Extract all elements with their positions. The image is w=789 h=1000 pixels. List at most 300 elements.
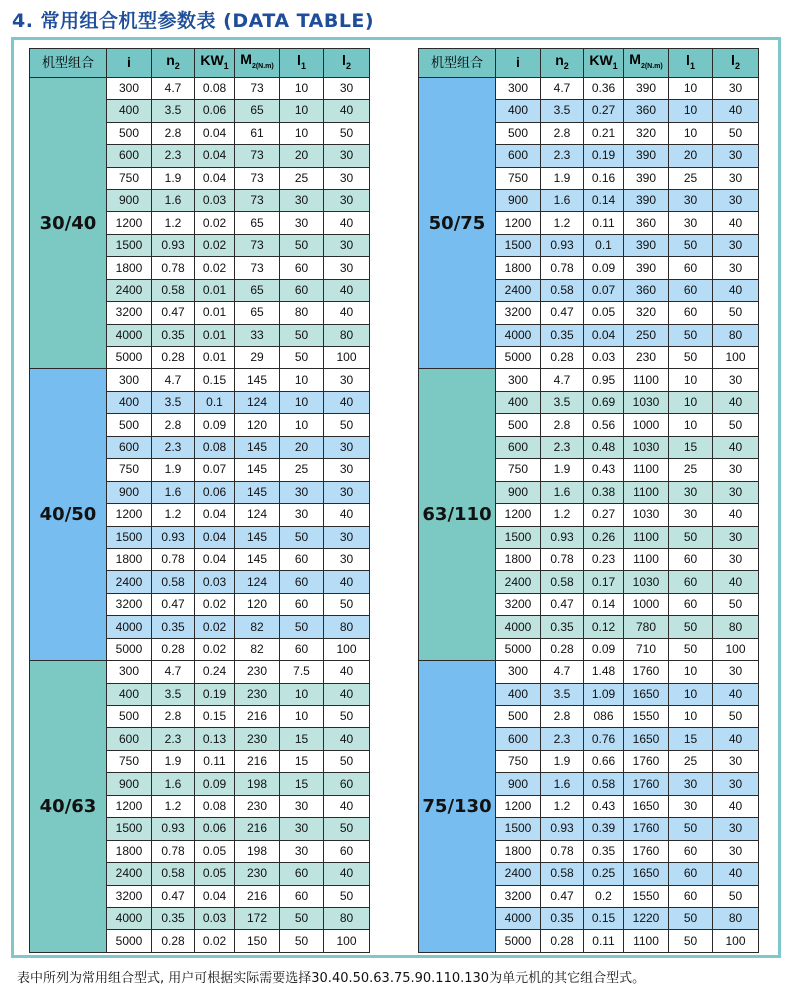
dim-l1-cell: 20 <box>669 145 713 167</box>
ratio-i-cell: 1200 <box>496 795 541 817</box>
header-kw1: $KW_1$ <box>584 49 624 78</box>
speed-n2-cell: 2.3 <box>152 436 195 458</box>
torque-m2-cell: 390 <box>624 257 669 279</box>
power-kw1-cell: 086 <box>584 706 624 728</box>
torque-m2-cell: 230 <box>235 683 280 705</box>
ratio-i-cell: 900 <box>496 189 541 211</box>
power-kw1-cell: 0.58 <box>584 773 624 795</box>
ratio-i-cell: 300 <box>107 77 152 99</box>
power-kw1-cell: 0.39 <box>584 818 624 840</box>
dim-l1-cell: 10 <box>280 100 324 122</box>
ratio-i-cell: 750 <box>107 167 152 189</box>
ratio-i-cell: 1200 <box>496 504 541 526</box>
speed-n2-cell: 0.28 <box>152 347 195 369</box>
torque-m2-cell: 82 <box>235 616 280 638</box>
ratio-i-cell: 5000 <box>107 347 152 369</box>
power-kw1-cell: 0.66 <box>584 750 624 772</box>
torque-m2-cell: 250 <box>624 324 669 346</box>
speed-n2-cell: 4.7 <box>152 369 195 391</box>
ratio-i-cell: 1200 <box>107 212 152 234</box>
power-kw1-cell: 0.17 <box>584 571 624 593</box>
dim-l2-cell: 40 <box>713 391 759 413</box>
table-row <box>419 77 759 99</box>
dim-l1-cell: 50 <box>280 347 324 369</box>
ratio-i-cell: 300 <box>107 661 152 683</box>
dim-l2-cell: 40 <box>324 863 370 885</box>
power-kw1-cell: 0.19 <box>584 145 624 167</box>
speed-n2-cell: 0.93 <box>541 818 584 840</box>
ratio-i-cell: 1800 <box>496 257 541 279</box>
dim-l2-cell: 40 <box>713 571 759 593</box>
ratio-i-cell: 600 <box>107 728 152 750</box>
power-kw1-cell: 0.27 <box>584 504 624 526</box>
power-kw1-cell: 0.48 <box>584 436 624 458</box>
ratio-i-cell: 300 <box>496 77 541 99</box>
power-kw1-cell: 0.11 <box>195 750 235 772</box>
speed-n2-cell: 0.47 <box>152 302 195 324</box>
dim-l1-cell: 30 <box>669 773 713 795</box>
ratio-i-cell: 600 <box>107 436 152 458</box>
dim-l2-cell: 100 <box>324 930 370 952</box>
dim-l2-cell: 50 <box>713 414 759 436</box>
speed-n2-cell: 1.2 <box>541 212 584 234</box>
torque-m2-cell: 1030 <box>624 571 669 593</box>
dim-l1-cell: 10 <box>669 661 713 683</box>
power-kw1-cell: 0.11 <box>584 930 624 952</box>
speed-n2-cell: 4.7 <box>541 77 584 99</box>
dim-l1-cell: 15 <box>280 773 324 795</box>
dim-l1-cell: 15 <box>669 728 713 750</box>
power-kw1-cell: 0.27 <box>584 100 624 122</box>
dim-l1-cell: 20 <box>280 145 324 167</box>
speed-n2-cell: 0.47 <box>541 302 584 324</box>
dim-l1-cell: 50 <box>669 324 713 346</box>
dim-l1-cell: 30 <box>669 189 713 211</box>
speed-n2-cell: 1.2 <box>152 795 195 817</box>
ratio-i-cell: 750 <box>496 167 541 189</box>
ratio-i-cell: 500 <box>107 706 152 728</box>
power-kw1-cell: 0.01 <box>195 279 235 301</box>
ratio-i-cell: 1500 <box>107 234 152 256</box>
torque-m2-cell: 360 <box>624 279 669 301</box>
ratio-i-cell: 5000 <box>107 930 152 952</box>
torque-m2-cell: 390 <box>624 167 669 189</box>
power-kw1-cell: 0.2 <box>584 885 624 907</box>
power-kw1-cell: 0.09 <box>195 414 235 436</box>
speed-n2-cell: 1.2 <box>152 504 195 526</box>
dim-l1-cell: 10 <box>280 391 324 413</box>
dim-l2-cell: 40 <box>324 728 370 750</box>
ratio-i-cell: 600 <box>107 145 152 167</box>
ratio-i-cell: 2400 <box>107 279 152 301</box>
dim-l2-cell: 100 <box>713 930 759 952</box>
ratio-i-cell: 4000 <box>107 324 152 346</box>
torque-m2-cell: 780 <box>624 616 669 638</box>
speed-n2-cell: 1.9 <box>541 459 584 481</box>
power-kw1-cell: 0.04 <box>195 548 235 570</box>
model-combo-cell: 30/40 <box>30 77 107 369</box>
speed-n2-cell: 0.35 <box>152 324 195 346</box>
speed-n2-cell: 0.93 <box>152 818 195 840</box>
ratio-i-cell: 2400 <box>107 571 152 593</box>
header-n2: $n_2$ <box>541 49 584 78</box>
dim-l2-cell: 30 <box>713 548 759 570</box>
dim-l2-cell: 100 <box>324 347 370 369</box>
power-kw1-cell: 0.04 <box>195 885 235 907</box>
speed-n2-cell: 1.6 <box>541 189 584 211</box>
dim-l1-cell: 10 <box>280 414 324 436</box>
dim-l1-cell: 30 <box>669 481 713 503</box>
speed-n2-cell: 0.35 <box>152 616 195 638</box>
dim-l2-cell: 30 <box>324 436 370 458</box>
dim-l2-cell: 80 <box>324 907 370 929</box>
speed-n2-cell: 0.28 <box>541 347 584 369</box>
torque-m2-cell: 230 <box>624 347 669 369</box>
torque-m2-cell: 73 <box>235 234 280 256</box>
speed-n2-cell: 0.58 <box>152 279 195 301</box>
power-kw1-cell: 0.02 <box>195 930 235 952</box>
ratio-i-cell: 5000 <box>496 347 541 369</box>
speed-n2-cell: 3.5 <box>541 391 584 413</box>
speed-n2-cell: 2.3 <box>541 145 584 167</box>
torque-m2-cell: 65 <box>235 100 280 122</box>
power-kw1-cell: 0.1 <box>195 391 235 413</box>
power-kw1-cell: 0.02 <box>195 593 235 615</box>
dim-l1-cell: 50 <box>669 907 713 929</box>
dim-l1-cell: 10 <box>669 706 713 728</box>
dim-l2-cell: 30 <box>713 369 759 391</box>
dim-l1-cell: 60 <box>669 257 713 279</box>
speed-n2-cell: 3.5 <box>541 100 584 122</box>
dim-l1-cell: 50 <box>669 234 713 256</box>
dim-l2-cell: 30 <box>713 189 759 211</box>
speed-n2-cell: 0.35 <box>152 907 195 929</box>
dim-l2-cell: 30 <box>324 189 370 211</box>
speed-n2-cell: 2.3 <box>541 728 584 750</box>
dim-l1-cell: 60 <box>669 548 713 570</box>
header-kw1: $KW_1$ <box>195 49 235 78</box>
torque-m2-cell: 1760 <box>624 840 669 862</box>
ratio-i-cell: 3200 <box>107 302 152 324</box>
dim-l2-cell: 50 <box>713 706 759 728</box>
ratio-i-cell: 1800 <box>496 840 541 862</box>
torque-m2-cell: 320 <box>624 302 669 324</box>
dim-l2-cell: 30 <box>713 257 759 279</box>
dim-l1-cell: 30 <box>669 795 713 817</box>
power-kw1-cell: 0.26 <box>584 526 624 548</box>
speed-n2-cell: 2.3 <box>541 436 584 458</box>
speed-n2-cell: 0.78 <box>152 548 195 570</box>
torque-m2-cell: 216 <box>235 706 280 728</box>
dim-l2-cell: 30 <box>713 167 759 189</box>
dim-l2-cell: 50 <box>713 593 759 615</box>
speed-n2-cell: 1.6 <box>541 773 584 795</box>
power-kw1-cell: 0.14 <box>584 189 624 211</box>
power-kw1-cell: 0.04 <box>195 145 235 167</box>
speed-n2-cell: 0.28 <box>541 638 584 660</box>
torque-m2-cell: 1100 <box>624 459 669 481</box>
dim-l2-cell: 30 <box>324 526 370 548</box>
ratio-i-cell: 400 <box>107 391 152 413</box>
dim-l1-cell: 25 <box>280 459 324 481</box>
dim-l1-cell: 10 <box>669 683 713 705</box>
torque-m2-cell: 145 <box>235 548 280 570</box>
speed-n2-cell: 1.9 <box>152 459 195 481</box>
dim-l1-cell: 60 <box>280 257 324 279</box>
power-kw1-cell: 0.01 <box>195 302 235 324</box>
torque-m2-cell: 145 <box>235 459 280 481</box>
power-kw1-cell: 0.43 <box>584 795 624 817</box>
torque-m2-cell: 1650 <box>624 683 669 705</box>
speed-n2-cell: 3.5 <box>541 683 584 705</box>
model-combo-cell: 40/63 <box>30 661 107 953</box>
ratio-i-cell: 4000 <box>496 616 541 638</box>
torque-m2-cell: 198 <box>235 840 280 862</box>
speed-n2-cell: 0.47 <box>541 593 584 615</box>
dim-l2-cell: 50 <box>324 750 370 772</box>
header-m2: $M_{2(N.m)}$ <box>624 49 669 78</box>
dim-l1-cell: 50 <box>280 526 324 548</box>
dim-l1-cell: 60 <box>280 863 324 885</box>
speed-n2-cell: 1.6 <box>152 481 195 503</box>
torque-m2-cell: 1550 <box>624 706 669 728</box>
ratio-i-cell: 1200 <box>107 504 152 526</box>
footer-note: 表中所列为常用组合型式, 用户可根据实际需要选择30.40.50.63.75.90.110.130为单元机的其它组合型式。 <box>17 971 646 986</box>
ratio-i-cell: 5000 <box>496 638 541 660</box>
ratio-i-cell: 750 <box>496 750 541 772</box>
dim-l1-cell: 60 <box>280 593 324 615</box>
data-table-right <box>418 48 759 953</box>
dim-l2-cell: 40 <box>713 863 759 885</box>
dim-l1-cell: 60 <box>669 571 713 593</box>
dim-l2-cell: 40 <box>713 504 759 526</box>
dim-l1-cell: 30 <box>280 189 324 211</box>
dim-l2-cell: 30 <box>713 481 759 503</box>
model-combo-cell: 40/50 <box>30 369 107 661</box>
speed-n2-cell: 0.93 <box>152 526 195 548</box>
dim-l1-cell: 60 <box>280 548 324 570</box>
dim-l2-cell: 50 <box>324 818 370 840</box>
torque-m2-cell: 1100 <box>624 526 669 548</box>
dim-l2-cell: 30 <box>324 145 370 167</box>
ratio-i-cell: 600 <box>496 145 541 167</box>
power-kw1-cell: 0.03 <box>584 347 624 369</box>
header-combo: 机型组合 <box>30 49 107 78</box>
torque-m2-cell: 360 <box>624 212 669 234</box>
ratio-i-cell: 500 <box>496 414 541 436</box>
dim-l2-cell: 80 <box>713 907 759 929</box>
dim-l2-cell: 40 <box>324 683 370 705</box>
torque-m2-cell: 1650 <box>624 728 669 750</box>
dim-l2-cell: 50 <box>713 302 759 324</box>
dim-l2-cell: 30 <box>324 167 370 189</box>
dim-l1-cell: 50 <box>669 526 713 548</box>
ratio-i-cell: 3200 <box>107 885 152 907</box>
power-kw1-cell: 0.06 <box>195 481 235 503</box>
power-kw1-cell: 0.04 <box>195 167 235 189</box>
torque-m2-cell: 230 <box>235 661 280 683</box>
torque-m2-cell: 390 <box>624 234 669 256</box>
power-kw1-cell: 0.36 <box>584 77 624 99</box>
ratio-i-cell: 600 <box>496 436 541 458</box>
dim-l1-cell: 10 <box>669 100 713 122</box>
power-kw1-cell: 1.48 <box>584 661 624 683</box>
power-kw1-cell: 0.03 <box>195 189 235 211</box>
torque-m2-cell: 1220 <box>624 907 669 929</box>
dim-l2-cell: 60 <box>324 840 370 862</box>
power-kw1-cell: 0.05 <box>584 302 624 324</box>
ratio-i-cell: 2400 <box>496 279 541 301</box>
dim-l2-cell: 30 <box>324 548 370 570</box>
ratio-i-cell: 900 <box>107 773 152 795</box>
torque-m2-cell: 150 <box>235 930 280 952</box>
torque-m2-cell: 710 <box>624 638 669 660</box>
dim-l2-cell: 30 <box>713 77 759 99</box>
dim-l2-cell: 40 <box>713 683 759 705</box>
torque-m2-cell: 73 <box>235 167 280 189</box>
power-kw1-cell: 0.21 <box>584 122 624 144</box>
dim-l1-cell: 30 <box>280 795 324 817</box>
dim-l1-cell: 15 <box>669 436 713 458</box>
dim-l2-cell: 40 <box>324 279 370 301</box>
dim-l1-cell: 60 <box>669 302 713 324</box>
power-kw1-cell: 0.04 <box>195 122 235 144</box>
dim-l1-cell: 10 <box>280 77 324 99</box>
dim-l1-cell: 80 <box>280 302 324 324</box>
speed-n2-cell: 3.5 <box>152 100 195 122</box>
torque-m2-cell: 1100 <box>624 481 669 503</box>
ratio-i-cell: 1500 <box>496 526 541 548</box>
dim-l1-cell: 10 <box>280 706 324 728</box>
dim-l2-cell: 100 <box>324 638 370 660</box>
torque-m2-cell: 33 <box>235 324 280 346</box>
dim-l1-cell: 15 <box>280 750 324 772</box>
power-kw1-cell: 0.08 <box>195 436 235 458</box>
speed-n2-cell: 2.8 <box>152 122 195 144</box>
ratio-i-cell: 900 <box>107 189 152 211</box>
ratio-i-cell: 1800 <box>496 548 541 570</box>
dim-l2-cell: 50 <box>324 122 370 144</box>
ratio-i-cell: 300 <box>496 661 541 683</box>
torque-m2-cell: 1000 <box>624 414 669 436</box>
dim-l1-cell: 30 <box>280 818 324 840</box>
ratio-i-cell: 500 <box>107 414 152 436</box>
power-kw1-cell: 0.23 <box>584 548 624 570</box>
table-header-row <box>419 49 759 78</box>
torque-m2-cell: 145 <box>235 481 280 503</box>
ratio-i-cell: 400 <box>107 683 152 705</box>
speed-n2-cell: 1.9 <box>541 750 584 772</box>
power-kw1-cell: 0.14 <box>584 593 624 615</box>
speed-n2-cell: 0.35 <box>541 907 584 929</box>
torque-m2-cell: 172 <box>235 907 280 929</box>
dim-l1-cell: 50 <box>280 234 324 256</box>
torque-m2-cell: 65 <box>235 279 280 301</box>
ratio-i-cell: 500 <box>496 122 541 144</box>
speed-n2-cell: 0.78 <box>541 257 584 279</box>
header-l2: $l_2$ <box>324 49 370 78</box>
dim-l1-cell: 50 <box>280 930 324 952</box>
dim-l2-cell: 30 <box>324 234 370 256</box>
dim-l1-cell: 30 <box>280 840 324 862</box>
dim-l1-cell: 30 <box>280 481 324 503</box>
torque-m2-cell: 124 <box>235 571 280 593</box>
speed-n2-cell: 0.58 <box>152 863 195 885</box>
dim-l1-cell: 50 <box>669 638 713 660</box>
power-kw1-cell: 0.25 <box>584 863 624 885</box>
speed-n2-cell: 3.5 <box>152 683 195 705</box>
dim-l2-cell: 50 <box>324 706 370 728</box>
dim-l1-cell: 60 <box>669 593 713 615</box>
header-m2: $M_{2(N.m)}$ <box>235 49 280 78</box>
power-kw1-cell: 0.13 <box>195 728 235 750</box>
power-kw1-cell: 0.15 <box>195 369 235 391</box>
speed-n2-cell: 2.8 <box>541 706 584 728</box>
dim-l1-cell: 60 <box>669 279 713 301</box>
power-kw1-cell: 0.24 <box>195 661 235 683</box>
torque-m2-cell: 120 <box>235 593 280 615</box>
dim-l1-cell: 60 <box>280 279 324 301</box>
dim-l2-cell: 40 <box>324 504 370 526</box>
dim-l1-cell: 60 <box>669 840 713 862</box>
dim-l2-cell: 30 <box>324 257 370 279</box>
torque-m2-cell: 1650 <box>624 795 669 817</box>
speed-n2-cell: 1.9 <box>541 167 584 189</box>
dim-l1-cell: 50 <box>669 616 713 638</box>
speed-n2-cell: 0.93 <box>152 234 195 256</box>
torque-m2-cell: 1030 <box>624 436 669 458</box>
dim-l1-cell: 30 <box>669 504 713 526</box>
speed-n2-cell: 2.3 <box>152 145 195 167</box>
power-kw1-cell: 0.09 <box>195 773 235 795</box>
dim-l1-cell: 25 <box>669 167 713 189</box>
torque-m2-cell: 1100 <box>624 548 669 570</box>
speed-n2-cell: 0.35 <box>541 616 584 638</box>
table-row <box>30 661 370 683</box>
torque-m2-cell: 65 <box>235 302 280 324</box>
speed-n2-cell: 2.8 <box>541 122 584 144</box>
ratio-i-cell: 900 <box>107 481 152 503</box>
table-row <box>419 661 759 683</box>
dim-l2-cell: 30 <box>324 369 370 391</box>
dim-l2-cell: 30 <box>713 459 759 481</box>
ratio-i-cell: 1500 <box>107 818 152 840</box>
speed-n2-cell: 2.3 <box>152 728 195 750</box>
dim-l2-cell: 80 <box>324 324 370 346</box>
power-kw1-cell: 0.05 <box>195 840 235 862</box>
table-header-row <box>30 49 370 78</box>
ratio-i-cell: 600 <box>496 728 541 750</box>
dim-l1-cell: 60 <box>280 885 324 907</box>
dim-l1-cell: 30 <box>280 212 324 234</box>
dim-l2-cell: 80 <box>713 616 759 638</box>
torque-m2-cell: 1100 <box>624 930 669 952</box>
dim-l1-cell: 50 <box>669 347 713 369</box>
ratio-i-cell: 3200 <box>496 593 541 615</box>
dim-l2-cell: 50 <box>324 593 370 615</box>
speed-n2-cell: 0.78 <box>152 840 195 862</box>
speed-n2-cell: 4.7 <box>152 661 195 683</box>
torque-m2-cell: 73 <box>235 77 280 99</box>
power-kw1-cell: 0.15 <box>584 907 624 929</box>
ratio-i-cell: 1800 <box>107 840 152 862</box>
speed-n2-cell: 3.5 <box>152 391 195 413</box>
ratio-i-cell: 3200 <box>496 885 541 907</box>
dim-l2-cell: 40 <box>324 302 370 324</box>
dim-l2-cell: 50 <box>713 122 759 144</box>
torque-m2-cell: 216 <box>235 818 280 840</box>
dim-l2-cell: 40 <box>713 212 759 234</box>
